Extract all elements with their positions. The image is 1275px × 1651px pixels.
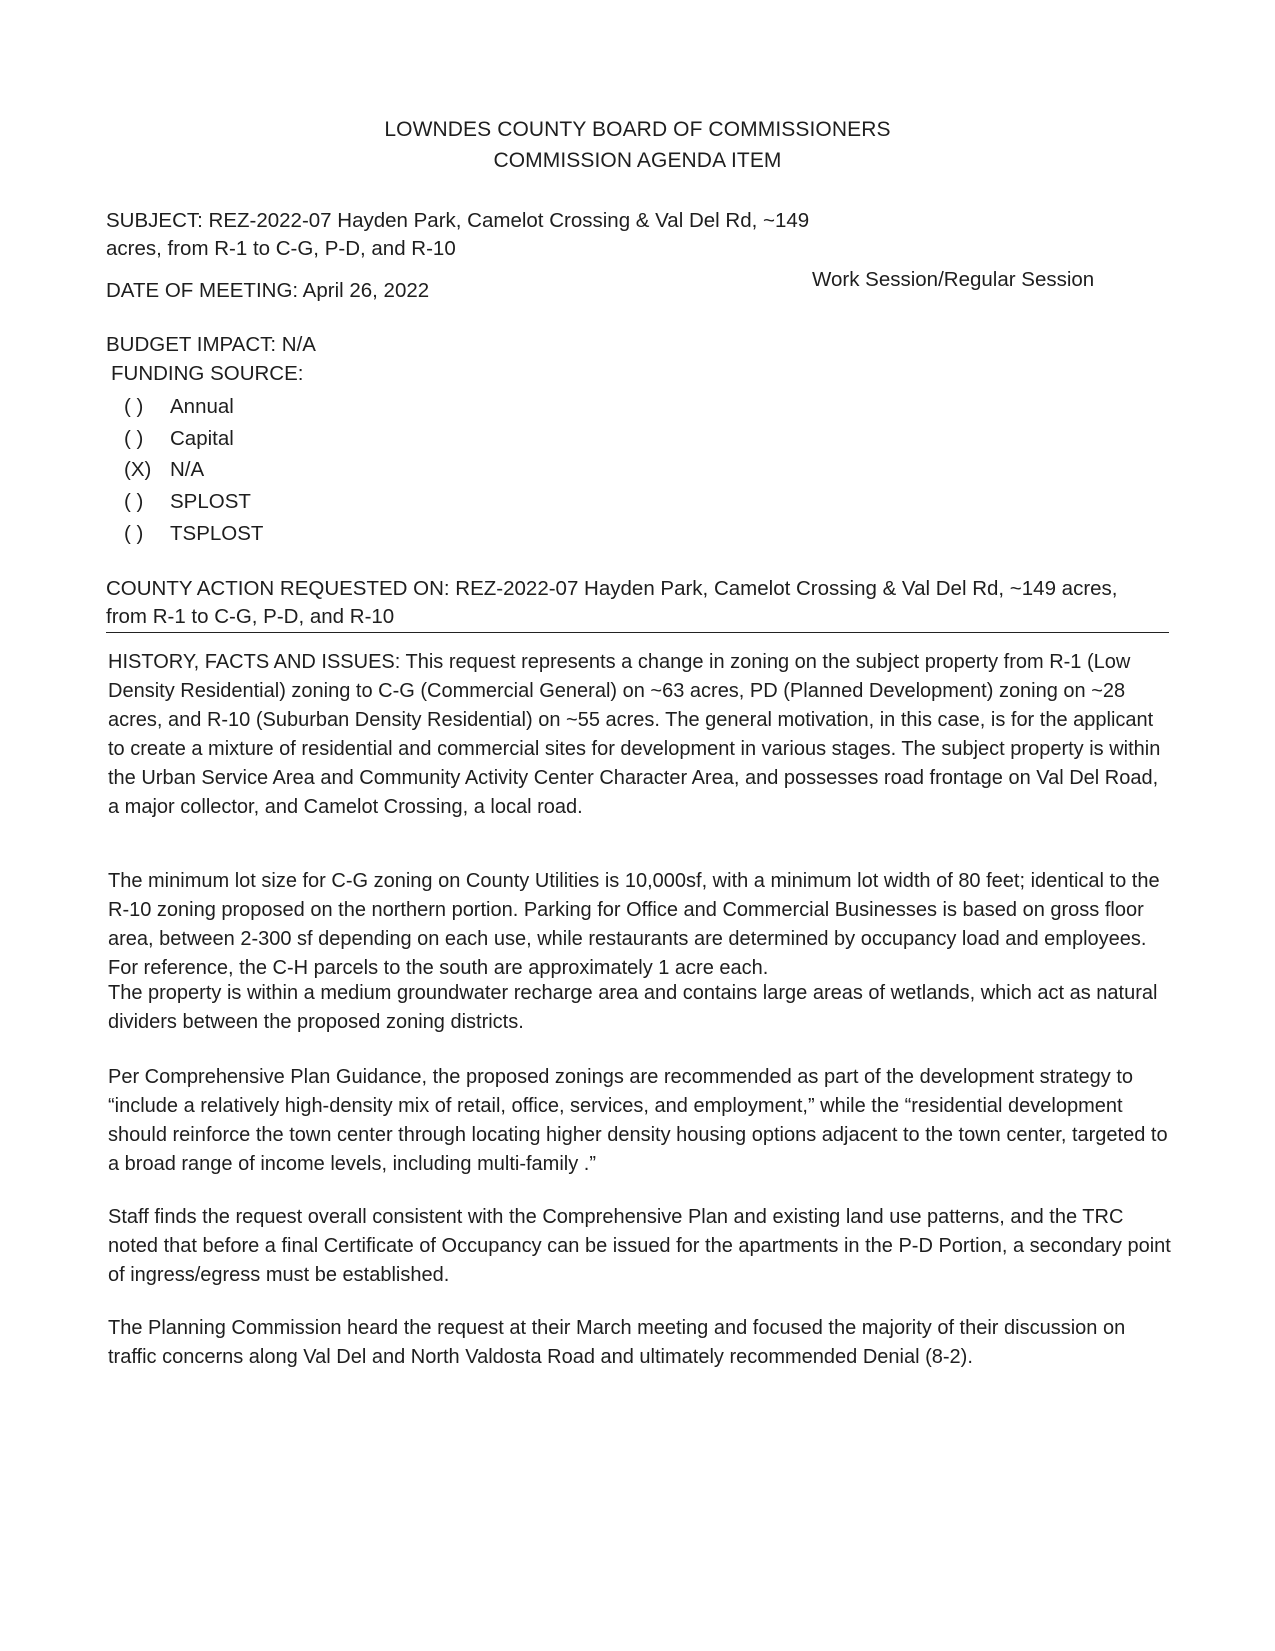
funding-option-splost xyxy=(124,490,251,514)
funding-option-na xyxy=(124,458,204,482)
funding-option-capital xyxy=(124,427,234,451)
funding-option-label: Capital xyxy=(170,427,234,450)
funding-option-mark: ( ) xyxy=(124,427,144,450)
funding-option-mark: ( ) xyxy=(124,490,144,513)
section-divider xyxy=(106,632,1169,633)
agenda-item-title: COMMISSION AGENDA ITEM xyxy=(493,149,782,172)
subject-line-2: acres, from R-1 to C-G, P-D, and R-10 xyxy=(106,237,456,260)
funding-option-label: Annual xyxy=(170,395,234,418)
funding-option-mark: (X) xyxy=(124,458,152,481)
meeting-date: DATE OF MEETING: April 26, 2022 xyxy=(106,279,430,302)
session-type: Work Session/Regular Session xyxy=(812,268,1095,291)
groundwater-text: The property is within a medium groundwater recharge area and contains large areas of wetlands, which act as natural dividers between the proposed zoning districts. xyxy=(108,982,1158,1033)
history-paragraph xyxy=(108,648,1173,822)
planning-commission-text: The Planning Commission heard the request at their March meeting and focused the majority of their discussion on traffic concerns along Val Del and North Valdosta Road and ultimately recommended Denial (8-2). xyxy=(108,1317,1126,1368)
funding-option-mark: ( ) xyxy=(124,395,144,418)
funding-option-label: TSPLOST xyxy=(170,522,264,545)
history-text: HISTORY, FACTS AND ISSUES: This request represents a change in zoning on the subject property from R-1 (Low Density Residential) zoning to C-G (Commercial General) on ~63 acres, PD (Planned Development) zoning on ~28 acres, and R-10 (Suburban Density Residential) on ~55 acres. The general motivation, in this case, is for the applicant to create a mixture of residential and commercial sites for development in various stages. The subject property is within the Urban Service Area and Community Activity Center Character Area, and possesses road frontage on Val Del Road, a major collector, and Camelot Crossing, a local road. xyxy=(108,651,1161,818)
funding-option-annual xyxy=(124,395,234,419)
funding-option-label: N/A xyxy=(170,458,205,481)
funding-option-label: SPLOST xyxy=(170,490,251,513)
lot-size-text: The minimum lot size for C-G zoning on County Utilities is 10,000sf, with a minimum lot width of 80 feet; identical to the R-10 zoning proposed on the northern portion. Parking for Office and Commercial Businesses is based on gross floor area, between 2-300 sf depending on each use, while restaurants are determined by occupancy load and employees. For reference, the C-H parcels to the south are approximately 1 acre each. xyxy=(108,870,1160,979)
planning-commission-paragraph xyxy=(108,1314,1173,1372)
funding-option-tsplost xyxy=(124,522,263,546)
lot-size-paragraph xyxy=(108,867,1173,983)
staff-findings-text: Staff finds the request overall consistent with the Comprehensive Plan and existing land use patterns, and the TRC noted that before a final Certificate of Occupancy can be issued for the apartments in the P-D Portion, a secondary point of ingress/egress must be established. xyxy=(108,1206,1171,1286)
comprehensive-plan-text: Per Comprehensive Plan Guidance, the proposed zonings are recommended as part of the development strategy to “include a relatively high-density mix of retail, office, services, and employment,” while the “residential development should reinforce the town center through locating higher density housing options adjacent to the town center, targeted to a broad range of income levels, including multi-family .” xyxy=(108,1066,1168,1175)
groundwater-paragraph xyxy=(108,979,1173,1037)
funding-option-mark: ( ) xyxy=(124,522,144,545)
comprehensive-plan-paragraph xyxy=(108,1063,1173,1179)
subject-line-1: SUBJECT: REZ-2022-07 Hayden Park, Camelot Crossing & Val Del Rd, ~149 xyxy=(106,209,810,232)
funding-source-label: FUNDING SOURCE: xyxy=(111,362,304,385)
action-requested-line-1: COUNTY ACTION REQUESTED ON: REZ-2022-07 Hayden Park, Camelot Crossing & Val Del Rd, ~149 acres, xyxy=(106,577,1118,600)
action-requested-line-2: from R-1 to C-G, P-D, and R-10 xyxy=(106,605,395,628)
board-title: LOWNDES COUNTY BOARD OF COMMISSIONERS xyxy=(384,118,891,141)
budget-impact: BUDGET IMPACT: N/A xyxy=(106,333,316,356)
staff-findings-paragraph xyxy=(108,1203,1173,1290)
